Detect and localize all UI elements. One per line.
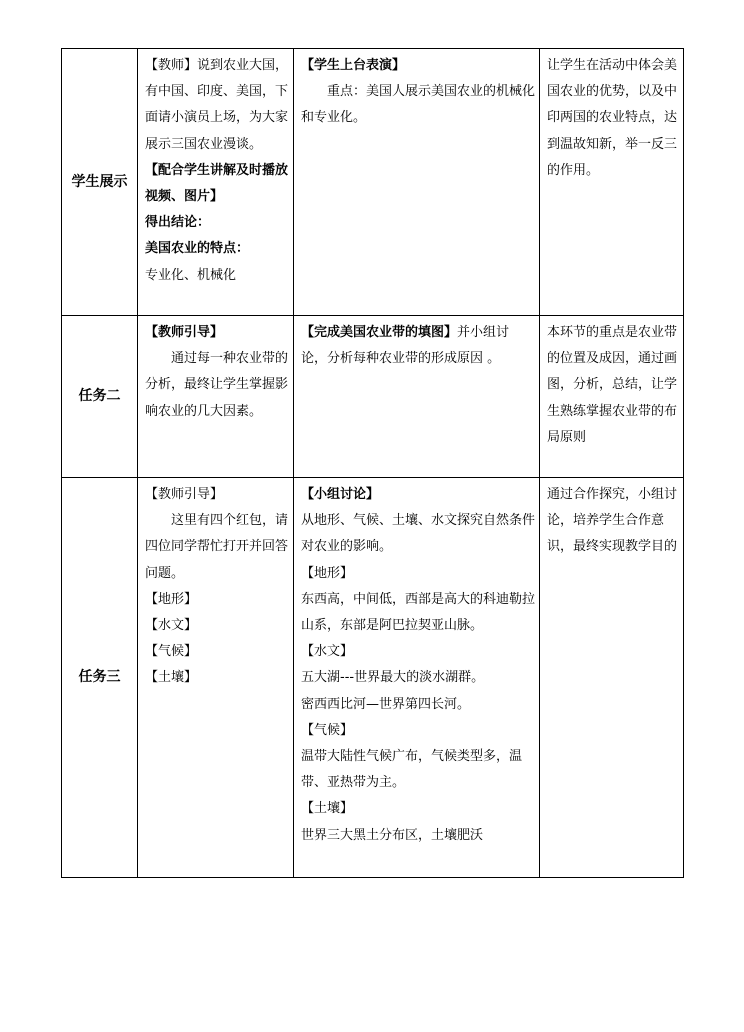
lesson-plan-table <box>61 48 684 878</box>
teacher-text: 【教师引导】 <box>145 325 224 340</box>
student-text: 【地形】 <box>301 565 354 581</box>
student-text: 【水文】 <box>301 644 354 660</box>
stage-cell: 任务二 <box>62 316 138 478</box>
student-activity-cell <box>294 49 540 316</box>
design-intent-cell: 让学生在活动中体会美国农业的优势，以及中印两国的农业特点，达到温故知新，举一反三的作用。 <box>540 49 684 316</box>
student-text: 五大湖---世界最大的淡水湖群。 <box>301 670 485 686</box>
student-text: 【小组讨论】 <box>301 487 380 502</box>
student-text: 东西高，中间低，西部是高大的科迪勒拉山系，东部是阿巴拉契亚山脉。 <box>301 591 536 634</box>
design-intent-cell: 本环节的重点是农业带的位置及成因，通过画图，分析，总结，让学生熟练掌握农业带的布局原则 <box>540 316 684 478</box>
teacher-text: 通过每一种农业带的分析，最终让学生掌握影响农业的几大因素。 <box>145 351 289 419</box>
teacher-text: 【水文】 <box>145 618 198 634</box>
teacher-text: 【气候】 <box>145 644 198 660</box>
student-text: 【学生上台表演】 <box>301 58 406 73</box>
student-text: 【土壤】 <box>301 801 354 817</box>
teacher-text: 这里有四个红包，请四位同学帮忙打开并回答问题。 <box>145 513 289 581</box>
stage-cell: 学生展示 <box>62 49 138 316</box>
student-text: 从地形、气候、土壤、水文探究自然条件对农业的影响。 <box>301 513 536 555</box>
stage-cell: 任务三 <box>62 478 138 878</box>
student-text: 【气候】 <box>301 722 354 738</box>
table-row <box>62 316 684 478</box>
student-text: 密西西比河—世界第四长河。 <box>301 696 471 712</box>
student-text: 温带大陆性气候广布，气候类型多，温带、亚热带为主。 <box>301 749 523 791</box>
teacher-text: 专业化、机械化 <box>145 267 237 283</box>
student-text: 重点：美国人展示美国农业的机械化和专业化。 <box>301 84 536 126</box>
student-text: 世界三大黑土分布区，土壤肥沃 <box>301 827 484 843</box>
student-text: 【完成美国农业带的填图】 <box>301 325 458 340</box>
table-row <box>62 49 684 316</box>
student-activity-cell <box>294 478 540 878</box>
design-intent-cell: 通过合作探究，小组讨论，培养学生合作意识，最终实现教学目的 <box>540 478 684 878</box>
table-row <box>62 478 684 878</box>
teacher-text: 【地形】 <box>145 591 198 607</box>
teacher-activity-cell <box>138 478 294 878</box>
student-text: 并小组讨论，分析每种农业带的形成原因 。 <box>301 325 510 367</box>
teacher-activity-cell <box>138 49 294 316</box>
teacher-activity-cell <box>138 316 294 478</box>
teacher-text: 得出结论： <box>145 215 211 231</box>
student-activity-cell <box>294 316 540 478</box>
teacher-text: 【教师】说到农业大国，有中国、印度、美国，下面请小演员上场，为大家展示三国农业漫谈。 <box>145 58 289 152</box>
teacher-text: 美国农业的特点： <box>145 241 250 257</box>
teacher-text: 【土壤】 <box>145 670 198 686</box>
teacher-text: 【教师引导】 <box>145 487 224 502</box>
teacher-text: 【配合学生讲解及时播放视频、图片】 <box>145 162 289 205</box>
